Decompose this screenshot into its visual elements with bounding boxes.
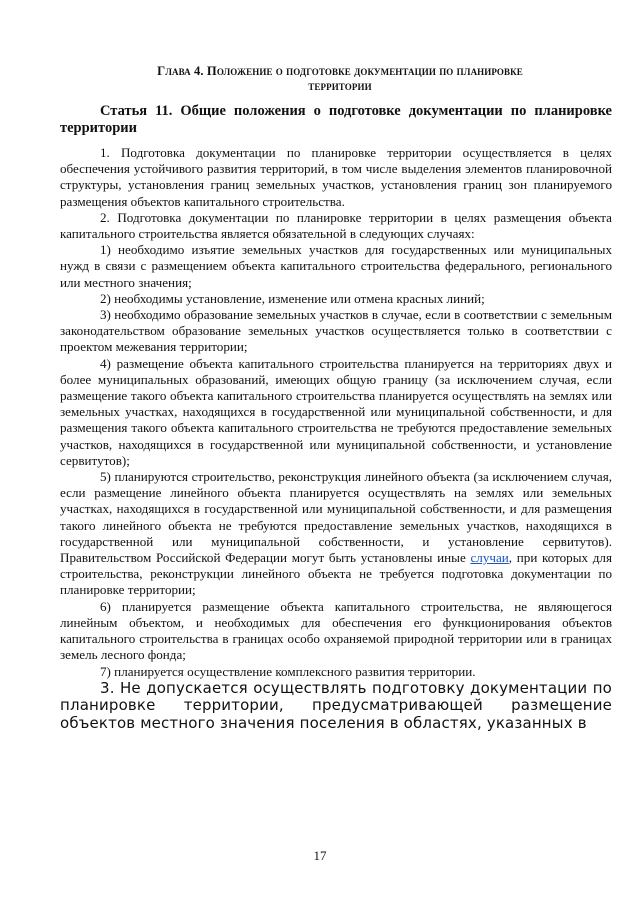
list-item-3: 3) необходимо образование земельных участков в случае, если в соответствии с земельным законодательством образование земельных участков осуществляется только в соответствии с проектом межевания территории; <box>60 307 612 355</box>
list-item-5-text-after: , при которых для строительства, реконструкции линейного объекта не требуется подготовка документации по планировке территории; <box>60 550 612 598</box>
list-item-5-text-before: 5) планируются строительство, реконструкция линейного объекта (за исключением случая, если размещение линейного объекта планируется осуществлять на землях или земельных участках, находящихся в государственной или муниципальной собственности, и для размещения такого линейного объекта не требуются предоставление земельных участков, находящихся в государственной или муниципальной собственности, и установление сервитутов). Правительством Российской Федерации могут быть установлены иные <box>60 469 612 566</box>
paragraph-1: 1. Подготовка документации по планировке территории осуществляется в целях обеспечения устойчивого развития территорий, в том числе выделения элементов планировочной структуры, установления границ земельных участков, установления границ зон планируемого размещения объектов капитального строительства. <box>60 145 612 209</box>
list-item-6: 6) планируется размещение объекта капитального строительства, не являющегося линейным объектом, и необходимых для обеспечения его функционирования объектов капитального строительства в границах особо охраняемой природной территории или в границах земель лесного фонда; <box>60 598 612 663</box>
article-title: Статья 11. Общие положения о подготовке документации по планировке территории <box>60 103 612 136</box>
list-item-5 <box>60 469 612 599</box>
chapter-heading-line-2: территории <box>308 79 372 93</box>
list-item-1: 1) необходимо изъятие земельных участков для государственных или муниципальных нужд в связи с размещением объекта капитального строительства федерального, регионального или местного значения; <box>60 242 612 290</box>
list-item-4: 4) размещение объекта капитального строительства планируется на территориях двух и более муниципальных образований, имеющих общую границу (за исключением случая, если размещение такого объекта капитального строительства планируется осуществлять на землях или земельных участках, находящихся в государственной или муниципальной собственности, и для размещения такого объекта капитального строительства не требуются предоставление земельных участков, находящихся в государственной или муниципальной собственности, и установление сервитутов); <box>60 355 612 468</box>
paragraph-2: 2. Подготовка документации по планировке территории в целях размещения объекта капитального строительства является обязательной в следующих случаях: <box>60 209 612 242</box>
paragraph-3: 3. Не допускается осуществлять подготовку документации по планировке территории, предусматривающей размещение объектов местного значения поселения в областях, указанных в <box>60 678 612 732</box>
article-body <box>60 145 612 732</box>
cases-link[interactable]: случаи <box>470 550 509 566</box>
page-number: 17 <box>313 848 327 863</box>
chapter-heading <box>60 64 620 94</box>
list-item-2: 2) необходимы установление, изменение или отмена красных линий; <box>100 290 485 306</box>
chapter-heading-line-1: Глава 4. Положение о подготовке документации по планировке <box>157 64 523 78</box>
list-item-7: 7) планируется осуществление комплексного развития территории. <box>100 663 476 679</box>
